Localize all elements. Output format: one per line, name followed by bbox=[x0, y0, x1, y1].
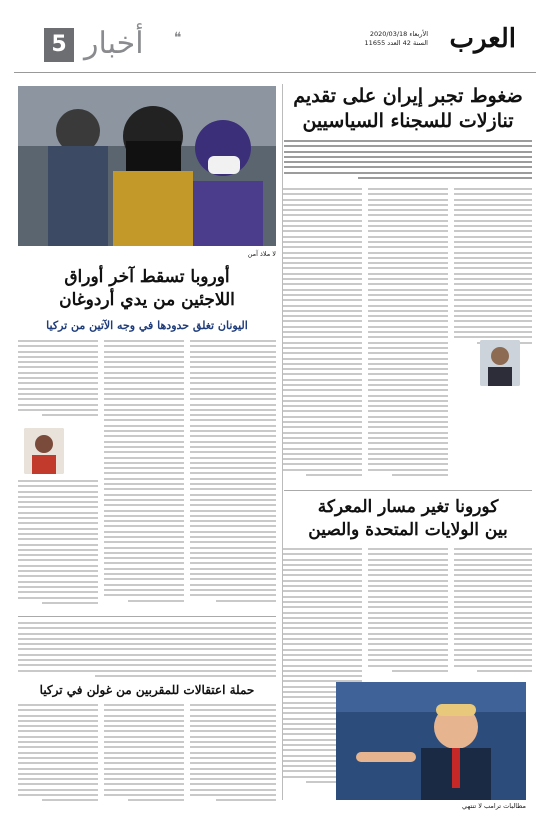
turkey-headline: حملة اعتقالات للمقربين من غولن في تركيا bbox=[39, 683, 255, 697]
turkey-top-rule bbox=[18, 616, 276, 617]
europe-headline-line2: اللاجئين من يدي أردوغان bbox=[59, 290, 235, 310]
corona-headline bbox=[284, 496, 532, 542]
refugees-photo-caption: لا ملاذ آمن bbox=[247, 250, 276, 258]
date-line: الأربعاء 2020/03/18 bbox=[369, 30, 428, 38]
page-number: 5 bbox=[44, 28, 74, 62]
columnist-portrait-2 bbox=[24, 428, 64, 474]
europe-body-col2 bbox=[104, 340, 184, 610]
columnist-portrait-1 bbox=[480, 340, 520, 386]
trump-photo bbox=[336, 682, 526, 800]
turkey-body-col1 bbox=[190, 704, 276, 804]
europe-body-col3 bbox=[18, 340, 98, 420]
iran-body-col2 bbox=[368, 188, 448, 488]
iran-headline-line2: تنازلات للسجناء السياسيين bbox=[302, 110, 514, 132]
iran-body-intro bbox=[284, 140, 532, 184]
iran-headline-line1: ضغوط تجبر إيران على تقديم bbox=[293, 85, 523, 107]
europe-subheadline: اليونان تغلق حدودها في وجه الآتين من تركيا bbox=[46, 319, 248, 332]
iran-headline bbox=[284, 84, 532, 134]
center-column-rule bbox=[282, 84, 283, 800]
corona-headline-line2: بين الولايات المتحدة والصين bbox=[308, 520, 508, 540]
issue-line: السنة 42 العدد 11655 bbox=[364, 39, 428, 47]
turkey-body-col3 bbox=[18, 704, 98, 804]
iran-body-col1 bbox=[454, 188, 532, 488]
europe-headline-line1: أوروبا تسقط آخر أوراق bbox=[64, 267, 230, 287]
turkey-body-top bbox=[18, 622, 276, 678]
section-name: أخبار bbox=[84, 26, 144, 61]
quote-icon: ❝ bbox=[174, 30, 182, 46]
corona-body-col2 bbox=[368, 548, 448, 676]
trump-photo-caption: مطالبات ترامب لا تنتهي bbox=[462, 802, 526, 810]
corona-body-col1 bbox=[454, 548, 532, 676]
refugees-photo bbox=[18, 86, 276, 246]
masthead bbox=[14, 20, 536, 68]
europe-headline bbox=[18, 266, 276, 312]
europe-body-col1 bbox=[190, 340, 276, 610]
iran-body-col3 bbox=[282, 188, 362, 488]
europe-body-col3b bbox=[18, 480, 98, 610]
date-block bbox=[328, 30, 428, 48]
masthead-rule bbox=[14, 72, 536, 73]
corona-headline-line1: كورونا تغير مسار المعركة bbox=[317, 497, 499, 517]
newspaper-logo: العرب bbox=[449, 24, 516, 54]
corona-top-rule bbox=[284, 490, 532, 491]
turkey-body-col2 bbox=[104, 704, 184, 804]
